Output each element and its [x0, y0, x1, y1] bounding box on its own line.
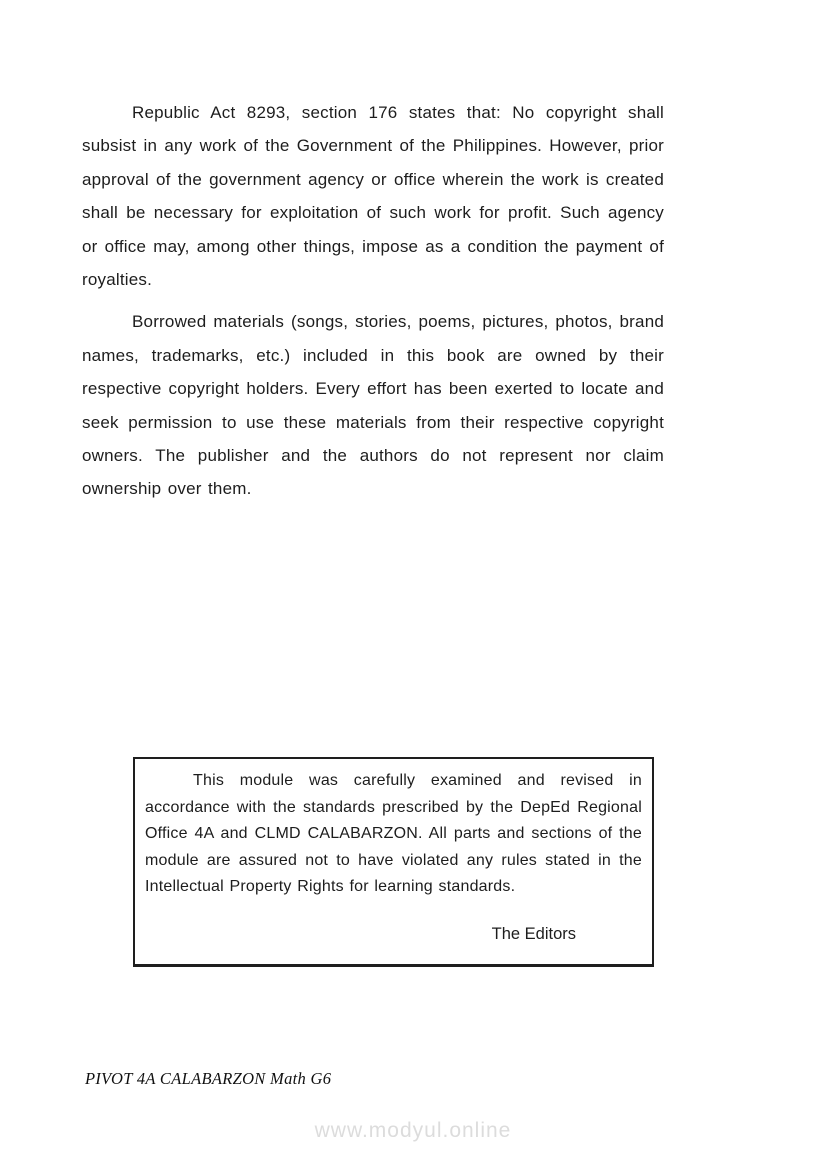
page-footer: PIVOT 4A CALABARZON Math G6	[85, 1069, 332, 1088]
copyright-section	[82, 96, 664, 515]
paragraph-borrowed-materials: Borrowed materials (songs, stories, poems, pictures, photos, brand names, trademarks, etc.) included in this book are owned by their respective copyright holders. Every effort has been exerted to locate and seek permission to use these materials from their respective copyright owners. The publisher and the authors do not represent nor claim ownership over them.	[82, 312, 664, 499]
watermark: www.modyul.online	[314, 1119, 512, 1142]
editors-notice-box	[133, 757, 654, 967]
paragraph-copyright-law: Republic Act 8293, section 176 states that: No copyright shall subsist in any work of the Government of the Philippines. However, prior approval of the government agency or office wherein the work is created shall be necessary for exploitation of such work for profit. Such agency or office may, among other things, impose as a condition the payment of royalties.	[82, 103, 664, 290]
notice-body: This module was carefully examined and revised in accordance with the standards prescribed by the DepEd Regional Office 4A and CLMD CALABARZON. All parts and sections of the module are assured not to have violated any rules stated in the Intellectual Property Rights for learning standards.	[145, 772, 642, 896]
notice-signature: The Editors	[491, 924, 576, 943]
